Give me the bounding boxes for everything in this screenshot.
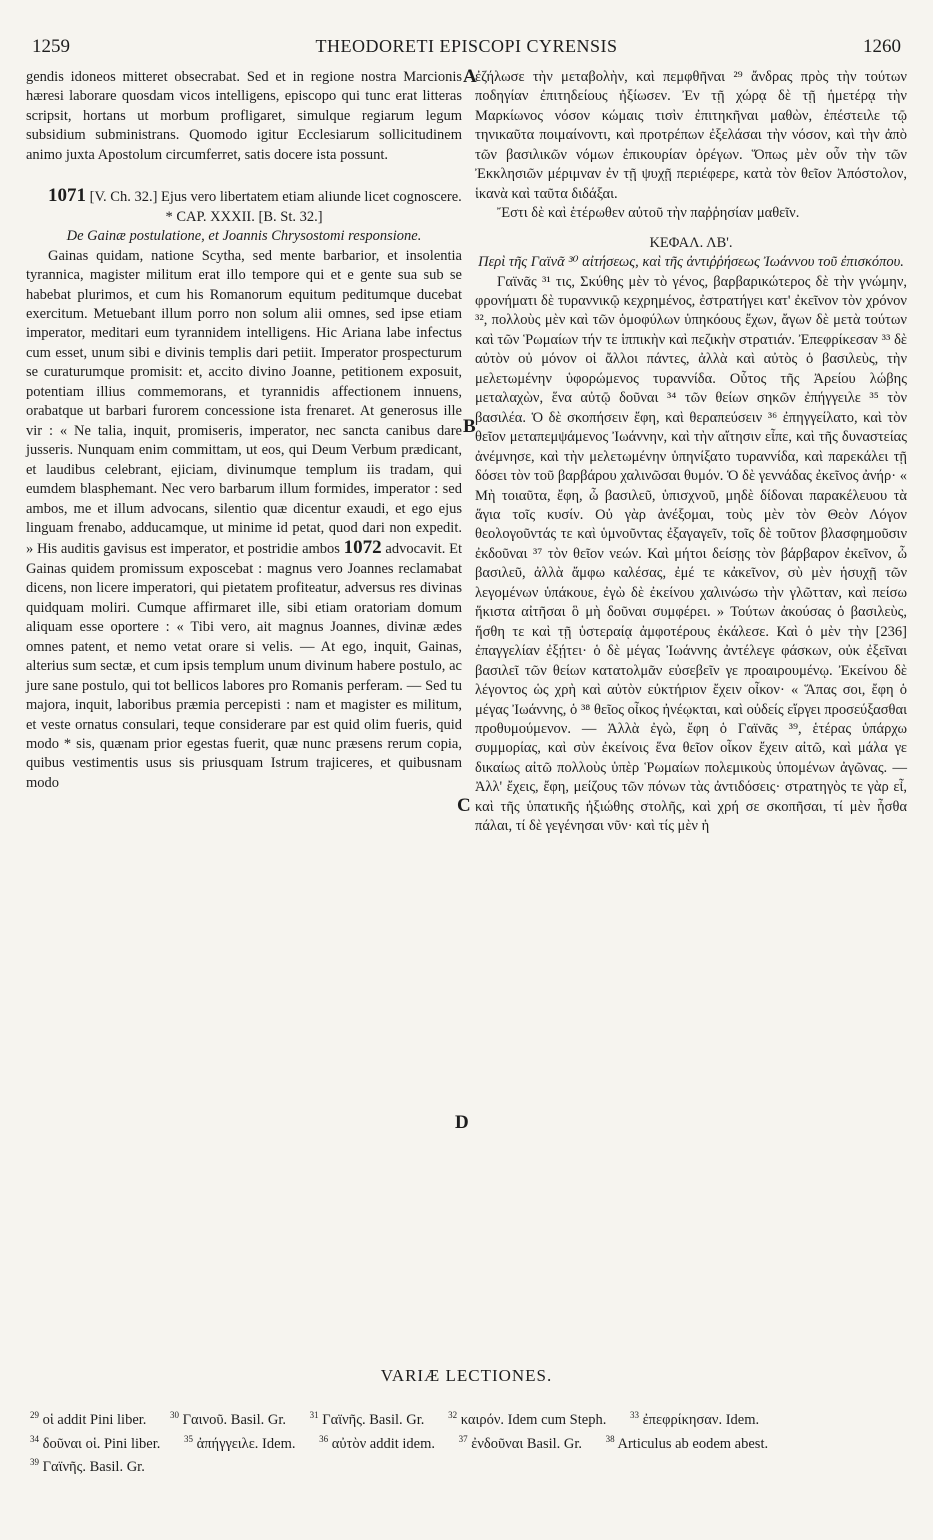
latin-body-b: advocavit. Et Gainas quidem promissum exposcebat : magnus vero Joannes reclamabat dicens, non licere imperatori, qui pietatem profiteatur, adversus res divinas quidquam moliri. Cumque affirmaret ille, sibi etiam oratoriam domum aliquam esse oportere : « Tibi vero, ait magnus Joannes, divinæ ædes omnes patent, et nemo vetat orare si velis. — At ego, inquit, Gainas, alterius sum sectæ, et cum ipsis templum unum divinum habere postulo, ac jure sane postulo, qui tot bellicos labores pro Romanis perferam. — Sed tu majora, inquit, laboribus præmia percepisti : nam et magister es militum, et veste ornatus consulari, teque considerare par est quid olim fueris, quid modo * sis, quænam prior egestas fuerit, quæ nunc præsens rerum copia, quibus vestimentis usus sis priusquam Istrum trajiceres, et quibusnam modo [26,541,463,791]
variant-note: $^{29}$ οἱ addit Pini liber. [30,1410,147,1428]
greek-body: Γαϊνᾶς ³¹ τις, Σκύθης μὲν τὸ γένος, βαρβαρικώτερος δὲ τὴν γνώμην, φρονήματι δὲ τυραννικῷ κεχρημένος, ἐστρατήγει κατ' ἐκεῖνον τὸν χρόνον ³², πολλοὺς μὲν καὶ τῶν ὁμοφύλων ὑπηκόους ἔχων, ἄγων δὲ μετὰ τούτων καὶ τῶν Ῥωμαίων τήν τε ἱππικὴν καὶ πεζικὴν στρατιάν. Ἐπεφρίκεσαν ³³ δὲ αὐτὸν οὐ μόνον οἱ ἄλλοι πάντες, ἀλλὰ καὶ αὐτὸς ὁ βασιλεὺς, τὴν μελετωμένην ὑφορώμενος τυραννίδα. Οὗτος τῆς Ἀρείου λώβης μεταλαχὼν, ἕνα αὐτῷ δοῦναι ³⁴ τῶν θείων σηκῶν ἐπήγγειλε ³⁵ τὸν βασιλέα. Ὁ δὲ σκοπήσειν ἔφη, καὶ θεραπεύσειν ³⁶ ἐπηγγείλατο, καὶ τὸν θεῖον μεταπεμψάμενος Ἰωάννην, καὶ τὴν αἴτησιν εἶπε, καὶ τῆς δυναστείας ἀνέμνησε, καὶ τὴν μελετωμένην ὑπηνίξατο τυραννίδα, καὶ παρεκάλει τῇ δόσει τὸν τοῦ βαρβάρου χαλινῶσαι θυμόν. Ὁ δὲ γεννάδας ἐκεῖνος ἀνήρ· « Μὴ τοιαῦτα, ἔφη, ὦ βασιλεῦ, ὑπισχνοῦ, μηδὲ δίδοναι παρακέλευου τὰ ἅγια τοῖς κυσίν. Οὐ γὰρ ἀνέξομαι, τοὺς μὲν τὸν Θεὸν Λόγον θεολογοῦντάς τε καὶ ὑμνοῦντας ἐξαγαγεῖν, τοῖς δὲ τοῦτον βλασφημοῦσιν ἐκδοῦναι ³⁷ τὸν θεῖον νεών. Καὶ μήτοι δείσῃς τὸν βάρβαρον ἐκεῖνον, ὦ βασιλεῦ, ἀλλὰ ἄμφω καλέσας, ἐμέ τε κἀκεῖνον, σὺ μὲν ἡσυχῇ τῶν λεγομένων ὑπάκουε, ἐγὼ δὲ ἐκείνου χαλινώσω τὴν γλῶτταν, καὶ πείσω ἥκιστα αἰτῆσαι ὃ μὴ δοῦναι συμφέρει. » Τούτων ἀκούσας ὁ βασιλεὺς, ἥσθη τε καὶ τῇ ὑστεραίᾳ ἀμφοτέρους ἐκάλεσε. Καὶ ὁ μὲν τὴν [236] ἐπαγγελίαν ἐξῄτει· ὁ δὲ μέγας Ἰωάννης ἀντέλεγε φάσκων, οὐκ ἐξεῖναι βασιλεῖ τῶν θείων κατατολμᾶν εὐσεβεῖν γε προαιρουμένῳ. Ἐκείνου δὲ λέγοντος ὡς χρὴ καὶ αὐτὸν εὐκτήριον ἔχειν οἶκον· « Ἅπας σοι, ἔφη ὁ μέγας Ἰωάννης, ὁ ³⁸ θεῖος οἶκος ἠνέῳκται, καὶ οὐδείς εἴργει προσεύξασθαι προθυμούμενον. — Ἀλλὰ ἐγὼ, ἔφη ὁ Γαϊνᾶς ³⁹, ἑτέρας ὑπάρχω συμμορίας, καὶ σὺν ἐκείνοις ἕνα θεῖον οἶκον ἔχειν αἰτῶ, καὶ μάλα γε δικαίως αἰτῶ πολλοὺς ὑπὲρ Ῥωμαίων πολεμικοὺς ὑπομένων ἀγῶνας. — Ἀλλ' ἔχεις, ἔφη, μείζους τῶν πόνων τὰς ἀντιδόσεις· στρατηγὸς τε γὰρ εἶ, καὶ τῆς ὑπατικῆς ἠξιώθης στολῆς, καὶ χρή σε σκοπῆσαι, τί μὲν ἦσθα πάλαι, τί δὲ γεγένησαι νῦν· καὶ τίς μὲν ἡ [475,273,907,835]
latin-section-1071 [26,186,462,207]
variant-note: $^{33}$ ἐπεφρίκησαν. Idem. [629,1410,760,1428]
page-number-right: 1260 [863,36,901,57]
latin-body [26,247,462,794]
variant-note: $^{38}$ Articulus ab eodem abest. [605,1433,769,1452]
variant-note: $^{39}$ Γαϊνῆς. Basil. Gr. [30,1457,145,1476]
greek-chapter-heading: ΚΕΦΑΛ. ΛΒ'. [649,234,733,251]
section-number-1072: 1072 [343,537,382,559]
variant-note: $^{35}$ ἀπήγγειλε. Idem. [184,1433,296,1452]
variant-note: $^{36}$ αὐτὸν addit idem. [319,1433,436,1452]
margin-marker-c: C [457,795,471,816]
latin-chapter-heading: * CAP. XXXII. [B. St. 32.] [165,208,323,225]
latin-chapter-title: De Gainæ postulatione, et Joannis Chrysostomi responsione. [66,228,422,245]
latin-section-text: [V. Ch. 32.] Ejus vero libertatem etiam aliunde licet cognoscere. [89,189,462,206]
latin-body-a: Gainas quidam, natione Scytha, sed mente barbarior, et insolentia tyrannica, magister militum erat illo tempore qui et e gente sua sub se habebat plurimos, et cum his Romanorum equitum peditumque ducebat exercitum. Metuebant illum porro non solum alii omnes, sed ipse etiam imperator, meditari eum tyrannidem intelligens. Hic Ariana labe infectus cum esset, unum sibi e divinis templis dari petiit. Imperator prospecturum se curaturumque promisit: et, accito divino Joanne, petitionem exposuit, potentiam illius commemorans, et tyrannidis affectionem innuens, orabatque ut barbari furorem concessione ista frenaret. At generosus ille vir : « Ne talia, inquit, promiseris, imperator, nec sancta canibus dare jusseris. Nunquam enim committam, ut eos, qui Deum Verbum prædicant, et laudibus celebrant, ejiciam, divinumque templum iis tradam, qui eumdem blasphemant. Nec vero barbarum illum formides, imperator : sed ambos, me et illum advocans, silentio quæ dicentur exaudi, et ego ejus linguam frenabo, adducamque, ut minime id petat, quod dari non expedit. » His auditis gavisus est imperator, et postridie ambos [26,247,462,558]
greek-chapter-title: Περὶ τῆς Γαϊνᾶ ³⁰ αἰτήσεως, καὶ τῆς ἀντιῤῥήσεως Ἰωάννου τοῦ ἐπισκόπου. [478,254,904,271]
margin-marker-d: D [455,1112,469,1133]
page-header [30,36,903,62]
margin-marker-a: A [463,66,477,87]
greek-paragraph-1: ἐζήλωσε τὴν μεταβολὴν, καὶ πεμφθῆναι ²⁹ ἄνδρας πρὸς τὴν τούτων ποδηγίαν ἐπιτηδείους ἠξίωσεν. Ἐν τῇ χώρᾳ δὲ τῇ ἡμετέρᾳ τὴν Μαρκίωνος νόσον κώμαις τισὶν ἐπιτηκῆναι μαθὼν, ἐπέστειλε τῷ τηνικαῦτα ποιμαίνοντι, καὶ προτρέπων ἐξελάσαι τὴν νόσον, καὶ τὴν ἀπὸ τῶν βασιλικῶν νόμων ἐπικουρίαν ὀρέγων. Ὅπως μὲν οὖν τὴν τῶν Ἐκκλησιῶν μέριμναν ἐν τῇ ψυχῇ περιέφερε, κατὰ τὸν θεῖον Ἀπόστολον, ἱκανὰ καὶ ταῦτα διδάξαι. [475,69,907,202]
variant-note: $^{30}$ Γαινοῦ. Basil. Gr. [170,1410,286,1428]
page-number-left: 1259 [32,36,70,57]
variae-lectiones-heading: VARIÆ LECTIONES. [380,1366,553,1385]
variant-note: $^{31}$ Γαϊνῆς. Basil. Gr. [309,1410,425,1428]
greek-column [475,68,907,837]
section-number-1071: 1071 [48,185,86,207]
latin-column [26,68,462,793]
running-title: THEODORETI EPISCOPI CYRENSIS [315,36,618,56]
margin-marker-b: B [463,416,476,437]
latin-paragraph-1: gendis idoneos mitteret obsecrabat. Sed et in regione nostra Marcionis hæresi laborare quosdam vicos intelligens, episcopo qui tunc erat litteras scripsit, hortans ut morbum profligaret, simulque regiarum legum subsidium subministrans. Quomodo igitur Ecclesiarum sollicitudinem animo juxta Apostolum circumferret, satis docere ista possunt. [26,69,462,163]
variant-note: $^{34}$ δοῦναι οἱ. Pini liber. [30,1433,161,1452]
variant-notes [30,1406,905,1477]
variant-note: $^{32}$ καιρόν. Idem cum Steph. [448,1410,607,1428]
variant-note: $^{37}$ ἐνδοῦναι Basil. Gr. [458,1433,583,1452]
greek-paragraph-2: Ἔστι δὲ καὶ ἑτέρωθεν αὐτοῦ τὴν παῤῥησίαν μαθεῖν. [497,205,800,222]
